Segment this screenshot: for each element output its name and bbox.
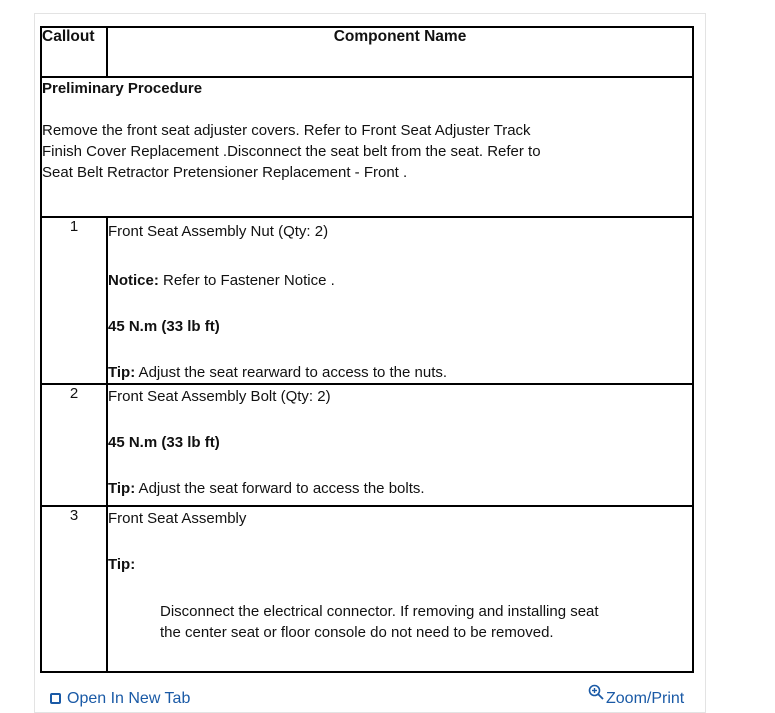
table-row <box>41 506 693 672</box>
open-in-new-tab-link[interactable] <box>50 690 190 708</box>
preliminary-procedure <box>41 77 693 217</box>
torque-spec: 45 N.m (33 lb ft) <box>108 318 220 335</box>
component-table <box>40 26 694 673</box>
preliminary-text-line: Finish Cover Replacement .Disconnect the seat belt from the seat. Refer to <box>42 143 541 160</box>
callout-number: 2 <box>41 384 107 506</box>
tip-label: Tip: <box>108 364 136 381</box>
callout-number: 3 <box>41 506 107 672</box>
tip-line <box>108 363 692 382</box>
component-name: Front Seat Assembly <box>108 510 247 527</box>
component-name: Front Seat Assembly Bolt (Qty: 2) <box>108 388 331 405</box>
table-header-row <box>41 27 693 77</box>
tip-line <box>108 479 692 498</box>
open-in-new-tab-label: Open In New Tab <box>67 690 191 707</box>
torque-spec: 45 N.m (33 lb ft) <box>108 434 220 451</box>
component-cell <box>107 506 693 672</box>
notice-text: Refer to Fastener Notice . <box>158 272 335 289</box>
tip-label: Tip: <box>108 556 136 573</box>
component-name-column-header: Component Name <box>107 27 693 77</box>
preliminary-title: Preliminary Procedure <box>42 80 203 97</box>
notice-label: Notice: <box>108 272 159 289</box>
footer-links <box>0 690 775 710</box>
callout-column-header: Callout <box>41 27 107 77</box>
zoom-in-icon <box>588 684 604 700</box>
table-row <box>41 217 693 384</box>
tip-text-line: Disconnect the electrical connector. If removing and installing seat <box>160 603 599 620</box>
tip-text: Adjust the seat forward to access the bolts. <box>135 480 425 497</box>
open-in-new-tab-icon <box>50 693 61 704</box>
component-cell <box>107 384 693 506</box>
preliminary-text-line: Seat Belt Retractor Pretensioner Replacement - Front . <box>42 164 408 181</box>
notice-line <box>108 271 692 290</box>
tip-label: Tip: <box>108 480 136 497</box>
zoom-print-link[interactable] <box>588 684 685 707</box>
component-cell <box>107 217 693 384</box>
zoom-print-label: Zoom/Print <box>606 690 685 707</box>
tip-text: Adjust the seat rearward to access to the nuts. <box>135 364 448 381</box>
tip-text-line: the center seat or floor console do not need to be removed. <box>160 624 554 641</box>
preliminary-text-line: Remove the front seat adjuster covers. Refer to Front Seat Adjuster Track <box>42 122 531 139</box>
component-name: Front Seat Assembly Nut (Qty: 2) <box>108 223 329 240</box>
preliminary-row <box>41 77 693 217</box>
table-row <box>41 384 693 506</box>
callout-number: 1 <box>41 217 107 384</box>
